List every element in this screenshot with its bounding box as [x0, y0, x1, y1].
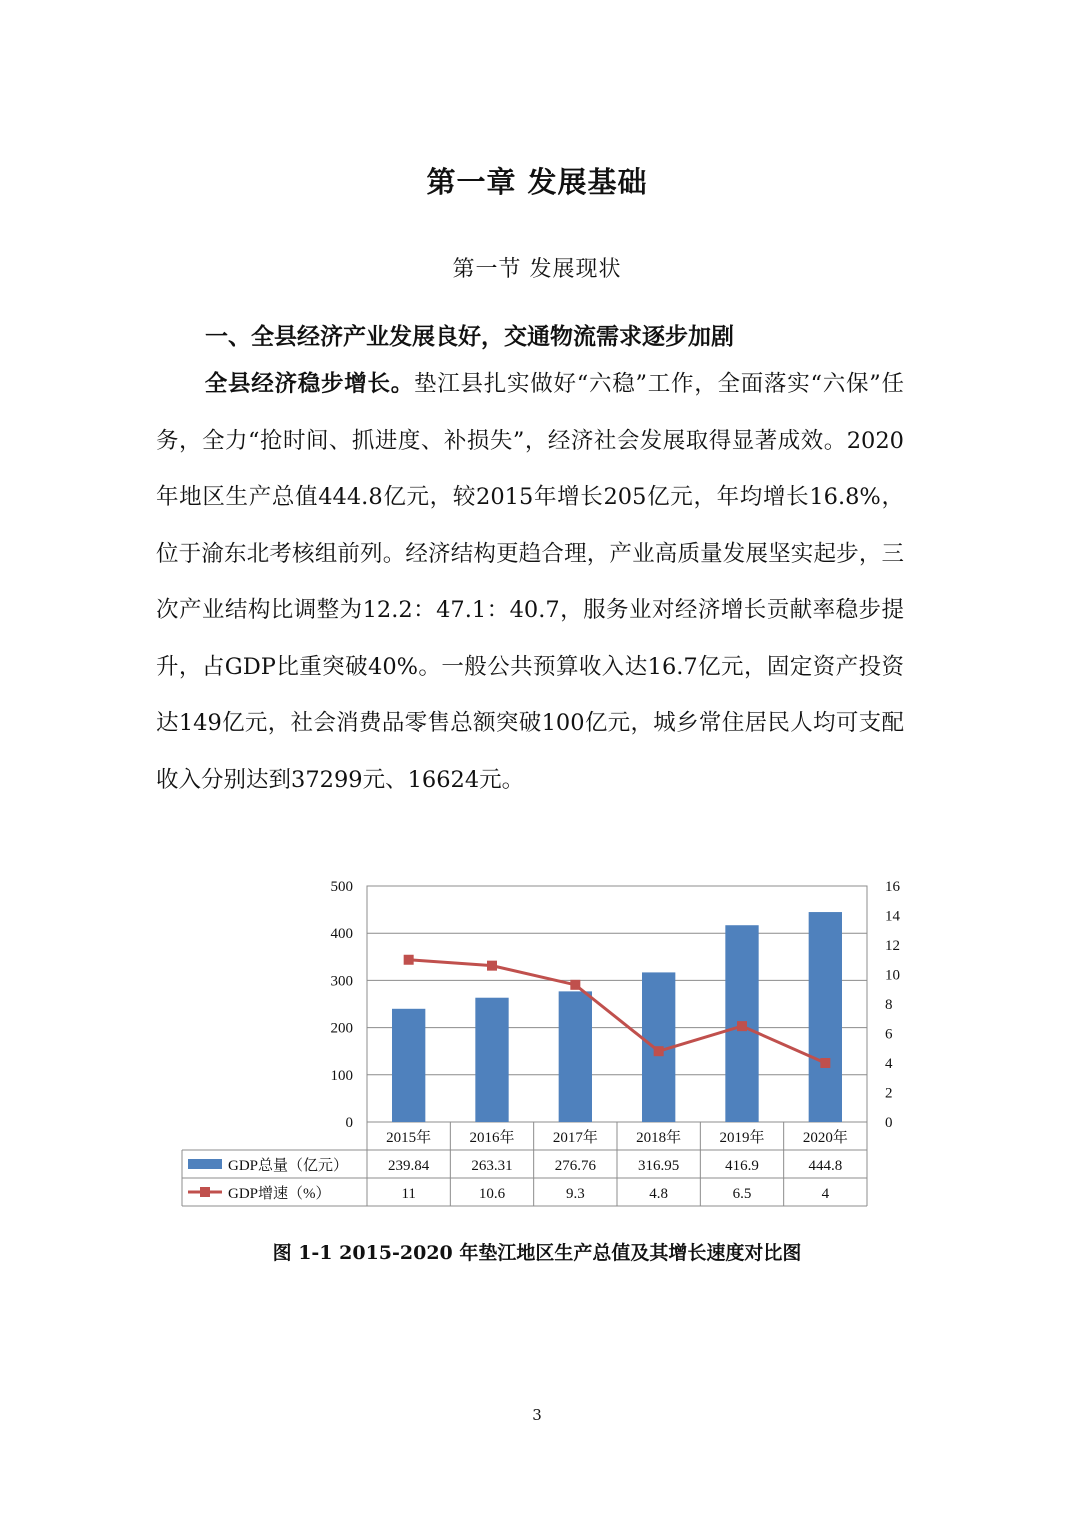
growth-marker	[737, 1021, 747, 1031]
growth-marker	[487, 961, 497, 971]
right-axis-tick-label: 2	[885, 1085, 893, 1102]
gdp-bar	[809, 912, 842, 1122]
gdp-value-label: 276.76	[554, 1158, 596, 1174]
category-label: 2015年	[386, 1130, 432, 1146]
left-axis-tick-label: 100	[330, 1067, 353, 1084]
growth-value-label: 9.3	[565, 1186, 585, 1202]
paragraph-lead: 全县经济稳步增长。	[204, 371, 414, 397]
gdp-value-label: 263.31	[471, 1158, 513, 1174]
right-axis-tick-label: 6	[885, 1026, 893, 1043]
growth-line	[409, 960, 826, 1063]
subheading: 一、全县经济产业发展良好，交通物流需求逐步加剧	[205, 324, 734, 350]
left-axis-tick-label: 300	[330, 973, 353, 990]
gdp-bar	[392, 1009, 425, 1122]
growth-marker	[570, 980, 580, 990]
gdp-value-label: 416.9	[725, 1158, 759, 1174]
left-axis-tick-label: 400	[330, 926, 353, 943]
left-axis-tick-label: 500	[330, 879, 353, 895]
category-label: 2016年	[469, 1130, 515, 1146]
growth-value-label: 6.5	[732, 1186, 752, 1202]
page-number: 3	[532, 1406, 542, 1424]
growth-legend-marker	[200, 1187, 210, 1197]
gdp-bar	[475, 998, 508, 1122]
growth-value-label: 4.8	[649, 1186, 669, 1202]
gdp-value-label: 316.95	[638, 1158, 680, 1174]
plot-area-border	[367, 886, 867, 1122]
gdp-value-label: 444.8	[808, 1158, 843, 1174]
right-axis-tick-label: 14	[885, 908, 900, 925]
gdp-legend-label: GDP总量（亿元）	[228, 1158, 349, 1174]
category-label: 2018年	[636, 1130, 682, 1146]
right-axis-tick-label: 0	[885, 1115, 893, 1131]
growth-legend-label: GDP增速（%）	[228, 1186, 331, 1202]
growth-marker	[820, 1058, 830, 1068]
body-paragraph	[156, 356, 904, 808]
category-label: 2020年	[802, 1130, 848, 1146]
growth-value-label: 10.6	[478, 1186, 506, 1202]
right-axis-tick-label: 10	[885, 967, 900, 984]
figure-caption: 图 1-1 2015-2020 年垫江地区生产总值及其增长速度对比图	[272, 1242, 802, 1264]
section-title: 第一节 发展现状	[452, 257, 622, 282]
category-label: 2019年	[719, 1130, 765, 1146]
right-axis-tick-label: 4	[885, 1056, 893, 1072]
gdp-legend-key	[188, 1159, 222, 1169]
left-axis-tick-label: 200	[330, 1020, 353, 1037]
paragraph-text: 垫江县扎实做好“六稳”工作，全面落实“六保”任务，全力“抢时间、抓进度、补损失”，经济社会发展取得显著成效。2020年地区生产总值444.8亿元，较2015年增长205亿元，年均增长16.8%，位于渝东北考核组前列。经济结构更趋合理，产业高质量发展坚实起步，三次产业结构比调整为12.2：47.1：40.7，服务业对经济增长贡献率稳步提升，占GDP比重突破40%。一般公共预算收入达16.7亿元，固定资产投资达149亿元，社会消费品零售总额突破100亿元，城乡常住居民人均可支配收入分别达到37299元、16624元。	[156, 371, 904, 793]
gdp-chart	[170, 870, 910, 1215]
right-axis-tick-label: 12	[885, 938, 900, 954]
left-axis-tick-label: 0	[345, 1115, 353, 1131]
growth-value-label: 4	[821, 1186, 830, 1202]
growth-value-label: 11	[401, 1186, 416, 1202]
gdp-value-label: 239.84	[388, 1158, 430, 1174]
growth-marker	[404, 955, 414, 965]
chapter-title: 第一章 发展基础	[426, 165, 648, 199]
gdp-bar	[559, 991, 592, 1122]
growth-marker	[654, 1046, 664, 1056]
category-label: 2017年	[552, 1130, 598, 1146]
right-axis-tick-label: 16	[885, 879, 900, 895]
right-axis-tick-label: 8	[885, 997, 893, 1013]
